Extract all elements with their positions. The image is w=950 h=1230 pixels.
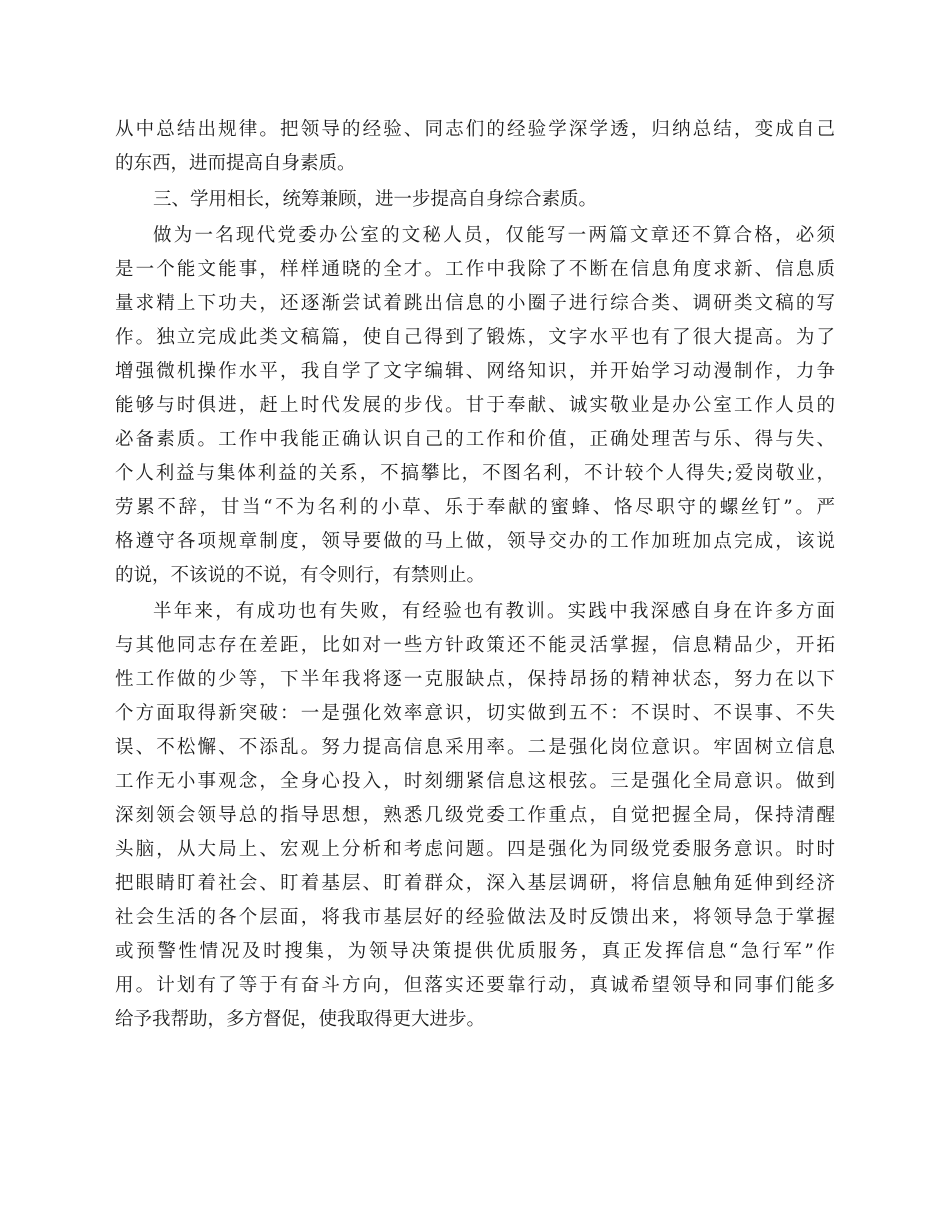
text-line: 头脑，从大局上、宏观上分析和考虑问题。四是强化为同级党委服务意识。时时: [115, 839, 835, 860]
text-line: 性工作做的少等，下半年我将逐一克服缺点，保持昂扬的精神状态，努力在以下: [115, 669, 835, 690]
text-line: 从中总结出规律。把领导的经验、同志们的经验学深学透，归纳总结，变成自己: [115, 119, 835, 140]
text-line: 或预警性情况及时搜集，为领导决策提供优质服务，真正发挥信息“急行军”作: [115, 941, 835, 962]
text-line: 个方面取得新突破：一是强化效率意识，切实做到五不：不误时、不误事、不失: [115, 703, 835, 724]
text-line: 必备素质。工作中我能正确认识自己的工作和价值，正确处理苦与乐、得与失、: [115, 429, 835, 450]
text-line: 增强微机操作水平，我自学了文字编辑、网络知识，并开始学习动漫制作，力争: [115, 361, 835, 382]
text-line: 劳累不辞，甘当“不为名利的小草、乐于奉献的蜜蜂、恪尽职守的螺丝钉”。严: [115, 497, 835, 518]
text-line: 用。计划有了等于有奋斗方向，但落实还要靠行动，真诚希望领导和同事们能多: [115, 975, 835, 996]
text-line: 工作无小事观念，全身心投入，时刻绷紧信息这根弦。三是强化全局意识。做到: [115, 771, 835, 792]
text-line: 半年来，有成功也有失败，有经验也有教训。实践中我深感自身在许多方面: [153, 601, 835, 622]
text-line: 是一个能文能事，样样通晓的全才。工作中我除了不断在信息角度求新、信息质: [115, 259, 835, 280]
text-line: 量求精上下功夫，还逐渐尝试着跳出信息的小圈子进行综合类、调研类文稿的写: [115, 293, 835, 314]
text-line: 给予我帮助，多方督促，使我取得更大进步。: [115, 1009, 486, 1030]
text-line: 与其他同志存在差距，比如对一些方针政策还不能灵活掌握，信息精品少，开拓: [115, 635, 835, 656]
text-line: 的说，不该说的不说，有令则行，有禁则止。: [115, 565, 486, 586]
text-line: 作。独立完成此类文稿篇，使自己得到了锻炼，文字水平也有了很大提高。为了: [115, 327, 835, 348]
text-line: 格遵守各项规章制度，领导要做的马上做，领导交办的工作加班加点完成，该说: [115, 531, 835, 552]
text-line: 个人利益与集体利益的关系，不搞攀比，不图名利，不计较个人得失;爱岗敬业，: [115, 463, 835, 484]
section-heading: 三、学用相长，统筹兼顾，进一步提高自身综合素质。: [153, 189, 598, 210]
text-line: 误、不松懈、不添乱。努力提高信息采用率。二是强化岗位意识。牢固树立信息: [115, 737, 835, 758]
text-line: 社会生活的各个层面，将我市基层好的经验做法及时反馈出来，将领导急于掌握: [115, 907, 835, 928]
text-line: 深刻领会领导总的指导思想，熟悉几级党委工作重点，自觉把握全局，保持清醒: [115, 805, 835, 826]
text-line: 把眼睛盯着社会、盯着基层、盯着群众，深入基层调研，将信息触角延伸到经济: [115, 873, 835, 894]
text-line: 的东西，进而提高自身素质。: [115, 153, 356, 174]
text-line: 做为一名现代党委办公室的文秘人员，仅能写一两篇文章还不算合格，必须: [153, 225, 835, 246]
text-line: 能够与时俱进，赶上时代发展的步伐。甘于奉献、诚实敬业是办公室工作人员的: [115, 395, 835, 416]
